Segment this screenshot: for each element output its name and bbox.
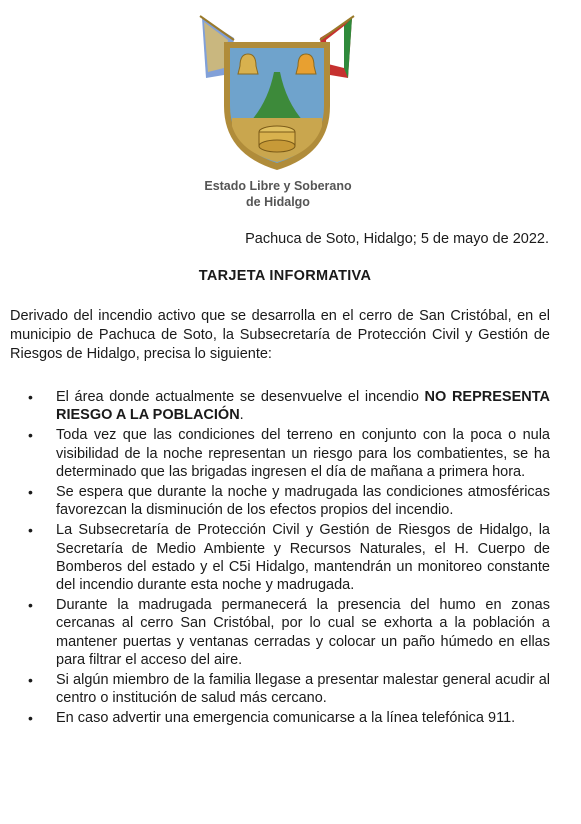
intro-paragraph: Derivado del incendio activo que se desarrolla en el cerro de San Cristóbal, en el municipio de Pachuca de Soto, la Subsecretaría de Protección Civil y Gestión de Riesgos de Hidalgo, precisa lo siguiente: bbox=[10, 308, 550, 362]
bullet-text: El área donde actualmente se desenvuelve el incendio bbox=[56, 389, 425, 405]
bullet-marker: • bbox=[28, 522, 33, 539]
bullet-text: En caso advertir una emergencia comunicarse a la línea telefónica 911. bbox=[56, 710, 516, 727]
list-item bbox=[10, 671, 550, 707]
state-name bbox=[160, 178, 396, 210]
bullet-text: Durante la madrugada permanecerá la presencia del humo en zonas cercanas al cerro San Cristóbal, por lo cual se exhorta a la población a mantener puertas y ventanas cerradas y colocar un paño húmedo en ellas para filtrar el acceso del aire. bbox=[56, 597, 550, 668]
bullet-text: Si algún miembro de la familia llegase a presentar malestar general acudir al centro o institución de salud más cercano. bbox=[56, 672, 550, 707]
bullet-marker: • bbox=[28, 389, 33, 405]
state-name-line-2: de Hidalgo bbox=[246, 195, 310, 209]
bullet-marker: • bbox=[28, 710, 33, 727]
bullet-text: La Subsecretaría de Protección Civil y Gestión de Riesgos de Hidalgo, la Secretaría de Medio Ambiente y Recursos Naturales, el H. Cuerpo de Bomberos del estado y el C5i Hidalgo, mantendrán un monitoreo constante del incendio durante esta noche y madrugada. bbox=[56, 522, 550, 594]
bullet-bold-text: NO REPRESENTA RIESGO A LA POBLACIÓN bbox=[56, 389, 550, 424]
bullet-text: Toda vez que las condiciones del terreno en conjunto con la poca o nula visibilidad de la noche representan un riesgo para los combatientes, se ha determinado que las brigadas ingresen el día de mañana a primera hora. bbox=[56, 427, 550, 480]
bullet-marker: • bbox=[28, 427, 33, 444]
bullet-text: Se espera que durante la noche y madrugada las condiciones atmosféricas favorezcan la disminución de los efectos propios del incendio. bbox=[56, 484, 550, 519]
date-line: Pachuca de Soto, Hidalgo; 5 de mayo de 2022. bbox=[245, 231, 549, 247]
state-name-line-1: Estado Libre y Soberano bbox=[204, 179, 352, 193]
bullet-marker: • bbox=[28, 597, 33, 614]
list-item bbox=[10, 596, 550, 669]
bullet-marker: • bbox=[28, 484, 33, 501]
list-item bbox=[10, 483, 550, 519]
list-item bbox=[10, 709, 550, 727]
hidalgo-coat-of-arms-emblem bbox=[194, 14, 360, 174]
list-item bbox=[10, 388, 550, 424]
bullet-tail: . bbox=[239, 407, 244, 424]
bullet-list bbox=[10, 388, 550, 730]
bullet-marker: • bbox=[28, 672, 33, 689]
list-item bbox=[10, 521, 550, 594]
document-title: TARJETA INFORMATIVA bbox=[198, 268, 372, 284]
list-item bbox=[10, 426, 550, 481]
